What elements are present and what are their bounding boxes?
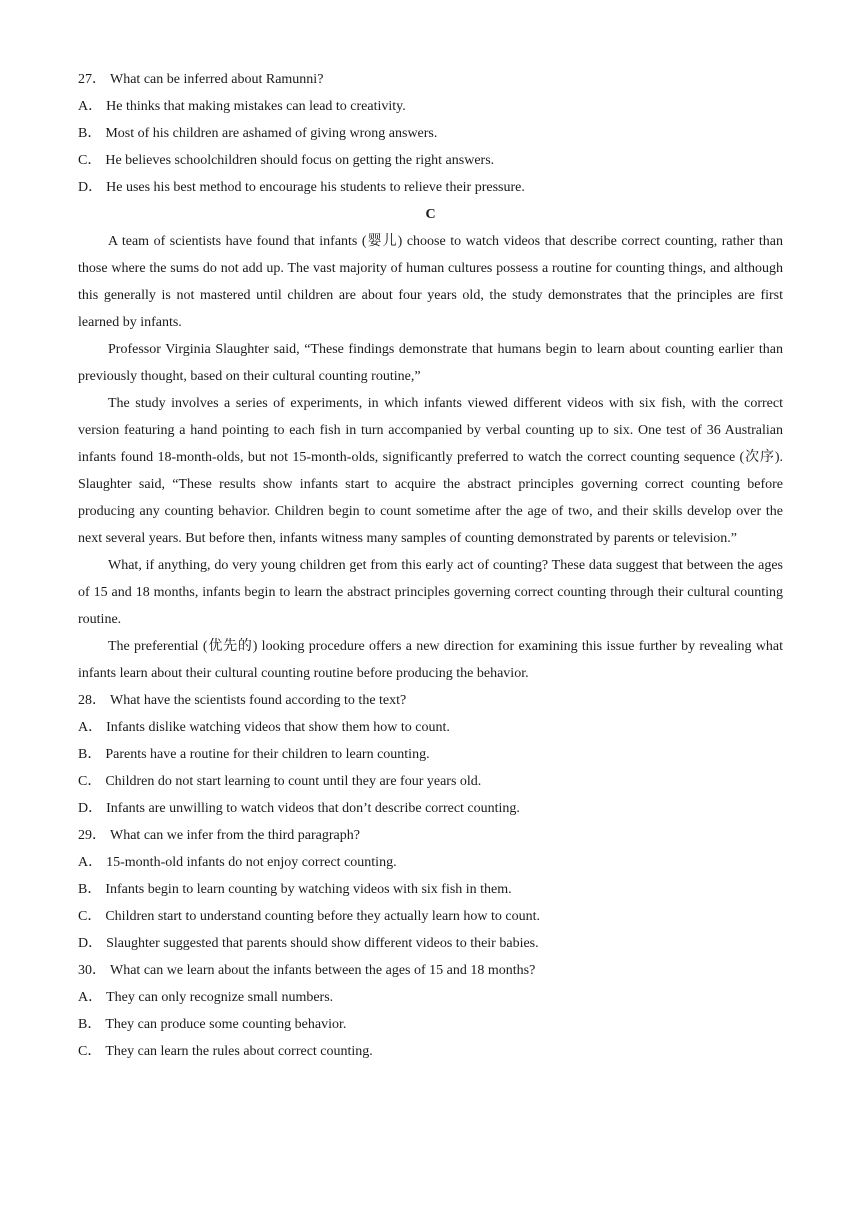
option-28-b: B． Parents have a routine for their children to learn counting. [78,747,430,762]
paragraph-1: A team of scientists have found that infants (婴儿) choose to watch videos that describe correct counting, rather than those where the sums do not add up. The vast majority of human cultures possess a routine for counting things, and although this generally is not mastered until children are about four years old, the study demonstrates that the principles are first learned by infants. [78,234,783,330]
option-27-c: C． He believes schoolchildren should focus on getting the right answers. [78,153,495,168]
option-29-a: A． 15-month-old infants do not enjoy correct counting. [78,855,397,870]
question-number: 28． [78,693,106,708]
option-27-d: D． He uses his best method to encourage his students to relieve their pressure. [78,180,525,195]
option-30-c: C． They can learn the rules about correct counting. [78,1044,373,1059]
question-text: What can be inferred about Ramunni? [110,72,324,87]
option-29-c: C． Children start to understand counting before they actually learn how to count. [78,909,540,924]
question-number: 27． [78,72,106,87]
section-title: C [425,207,436,222]
question-number: 29． [78,828,106,843]
paragraph-3: The study involves a series of experiments, in which infants viewed different videos with six fish, with the correct version featuring a hand pointing to each fish in turn accompanied by verbal counting up to six. One test of 36 Australian infants found 18-month-olds, but not 15-month-olds, significantly preferred to watch the correct counting sequence (次序). Slaughter said, “These results show infants start to acquire the abstract principles governing correct counting before producing any counting behavior. Children begin to count sometime after the age of two, and their skills develop over the next several years. But before then, infants witness many samples of counting demonstrated by parents or television.” [78,396,783,546]
option-28-c: C． Children do not start learning to count until they are four years old. [78,774,482,789]
option-29-d: D． Slaughter suggested that parents should show different videos to their babies. [78,936,539,951]
question-number: 30． [78,963,106,978]
option-29-b: B． Infants begin to learn counting by watching videos with six fish in them. [78,882,512,897]
option-27-a: A． He thinks that making mistakes can lead to creativity. [78,99,406,114]
option-28-d: D． Infants are unwilling to watch videos that don’t describe correct counting. [78,801,520,816]
paragraph-2: Professor Virginia Slaughter said, “These findings demonstrate that humans begin to learn about counting earlier than previously thought, based on their cultural counting routine,” [78,342,783,384]
option-27-b: B． Most of his children are ashamed of giving wrong answers. [78,126,438,141]
question-text: What can we infer from the third paragraph? [110,828,360,843]
question-29 [78,822,783,849]
option-30-b: B． They can produce some counting behavior. [78,1017,347,1032]
option-28-a: A． Infants dislike watching videos that show them how to count. [78,720,450,735]
question-28 [78,687,783,714]
document-page [78,66,783,1065]
option-30-a: A． They can only recognize small numbers. [78,990,334,1005]
question-text: What have the scientists found according to the text? [110,693,407,708]
question-30 [78,957,783,984]
paragraph-5: The preferential (优先的) looking procedure offers a new direction for examining this issue further by revealing what infants learn about their cultural counting routine before producing the behavior. [78,639,783,681]
paragraph-4: What, if anything, do very young children get from this early act of counting? These data suggest that between the ages of 15 and 18 months, infants begin to learn the abstract principles governing correct counting through their cultural counting routine. [78,558,783,627]
question-text: What can we learn about the infants between the ages of 15 and 18 months? [110,963,536,978]
question-27 [78,66,783,93]
